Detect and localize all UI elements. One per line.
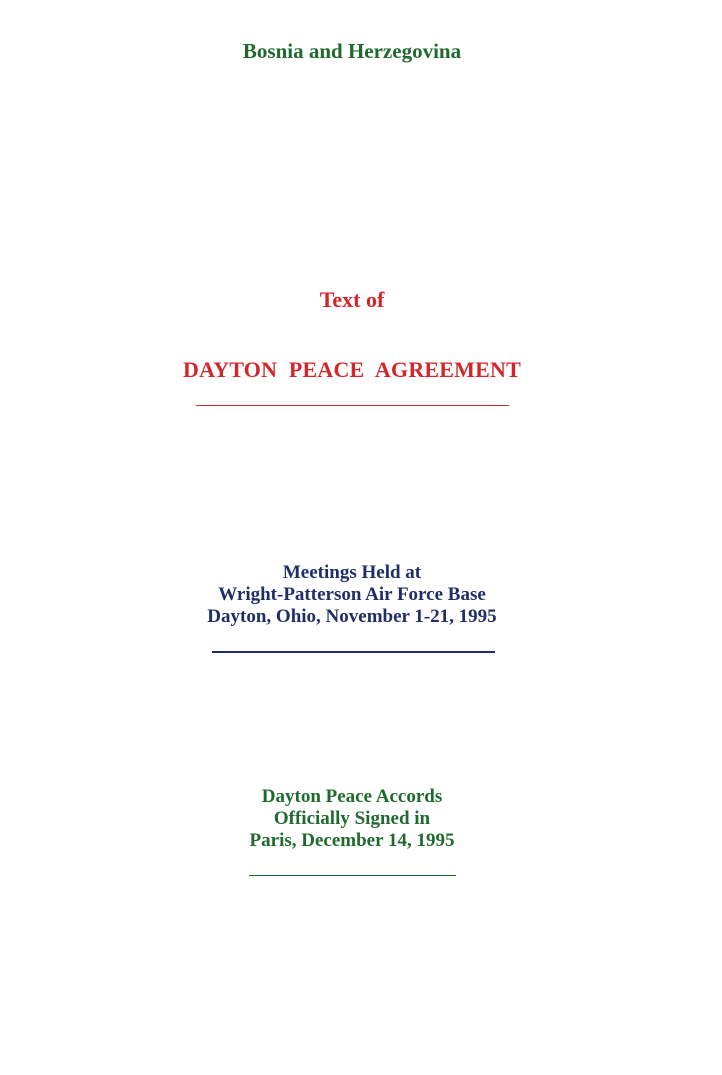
accords-line-2: Officially Signed in [273,808,431,829]
accords-block [0,786,704,852]
accords-divider [249,875,456,876]
text-of-label: Text of [319,287,385,312]
meetings-block [0,562,704,628]
accords-line-1: Dayton Peace Accords [261,786,443,807]
meetings-line-2: Wright-Patterson Air Force Base [218,584,486,605]
agreement-title: DAYTON PEACE AGREEMENT [183,357,521,382]
country-heading: Bosnia and Herzegovina [242,39,462,63]
meetings-line-1: Meetings Held at [282,562,422,583]
meetings-line-3: Dayton, Ohio, November 1-21, 1995 [207,606,497,627]
title-divider [196,405,509,406]
meetings-divider [212,651,495,653]
accords-line-3: Paris, December 14, 1995 [249,830,455,851]
